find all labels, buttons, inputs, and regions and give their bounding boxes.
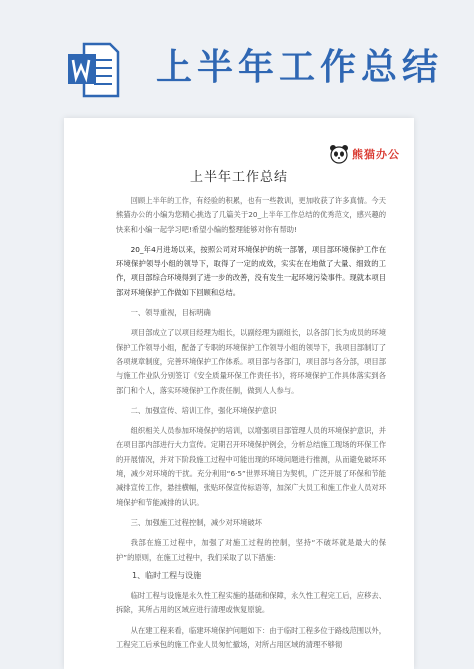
- document-body: [116, 194, 386, 652]
- section-1-paragraph: 项目部成立了以项目经理为组长，以副经理为副组长，以各部门长为成员的环境保护工作领导小组，配备了专职的环境保护工作领导小组的领导下，我项目部制订了各项规章制度，完善环境保护工作体系。项目部与各部门，项目部与各分部，项目部与施工作业队分别签订《安全质量环保工作责任书》，将环境保护工作具体落实到各部门和个人，落实环境保护工作责任制，做到人人参与。: [116, 328, 386, 395]
- banner: [0, 0, 474, 118]
- panda-icon: [329, 144, 349, 164]
- document-page: [64, 118, 414, 669]
- subsection-1-paragraph: 临时工程与设施是永久性工程实施的基础和保障，永久性工程完工后，应移去、拆除，其所占用的区域应进行清理或恢复原貌。: [116, 591, 386, 615]
- subsection-heading-1: 1、临时工程与设施: [132, 570, 202, 580]
- brand-logo: [329, 144, 400, 164]
- section-heading-2: 二、加强宣传、培训工作，强化环境保护意识: [130, 405, 277, 415]
- section-2-paragraph: 组织相关人员参加环境保护的培训，以增强项目部管理人员的环境保护意识，并在项目部内部进行大力宣传。定期召开环境保护例会，分析总结施工现场的环保工作的开展情况，并对下阶段施工过程中可能出现的环境问题进行推测，从而避免破坏环境，减少对环境的干扰。充分利用“6·5”世界环境日为契机，广泛开展了环保和节能减排宣传工作，悬挂横幅，张贴环保宣传标语等，加深广大员工和施工作业人员对环境保护和节能减排的认识。: [116, 426, 386, 507]
- banner-title: 上半年工作总结: [156, 47, 444, 88]
- document-title: 上半年工作总结: [189, 170, 288, 185]
- section-3-paragraph: 我部在施工过程中，加强了对施工过程的控制，坚持“不破坏就是最大的保护”的原则，在施工过程中，我们采取了以下措施：: [116, 538, 386, 562]
- subsection-1-paragraph-2: 从在建工程来看，临建环境保护问题如下：由于临时工程多位于路线范围以外，工程完工后承包的施工作业人员匆忙撤场，对所占用区域的清理不够彻: [116, 625, 386, 650]
- overview-paragraph: 20_年4月进场以来，按照公司对环境保护的统一部署，项目部环境保护工作在环境保护领导小组的领导下，取得了一定的成效，实实在在地做了大量、细致的工作，项目部综合环境得到了进一步的改善，没有发生一起环境污染事件。现就本项目部对环境保护工作做如下回顾和总结。: [116, 244, 386, 297]
- word-document-icon: [66, 40, 120, 100]
- logo-text: 熊猫办公: [352, 148, 400, 161]
- section-heading-1: 一、领导重视，目标明确: [130, 308, 211, 318]
- section-heading-3: 三、加强施工过程控制，减少对环境破坏: [130, 517, 262, 527]
- intro-paragraph: 回顾上半年的工作，有经验的积累，也有一些教训，更加收获了许多真情。今天熊猫办公的小编为您精心挑选了几篇关于20_上半年工作总结的优秀范文，感兴趣的快来和小编一起学习吧!希望小编的整理能够对你有帮助!: [116, 196, 386, 234]
